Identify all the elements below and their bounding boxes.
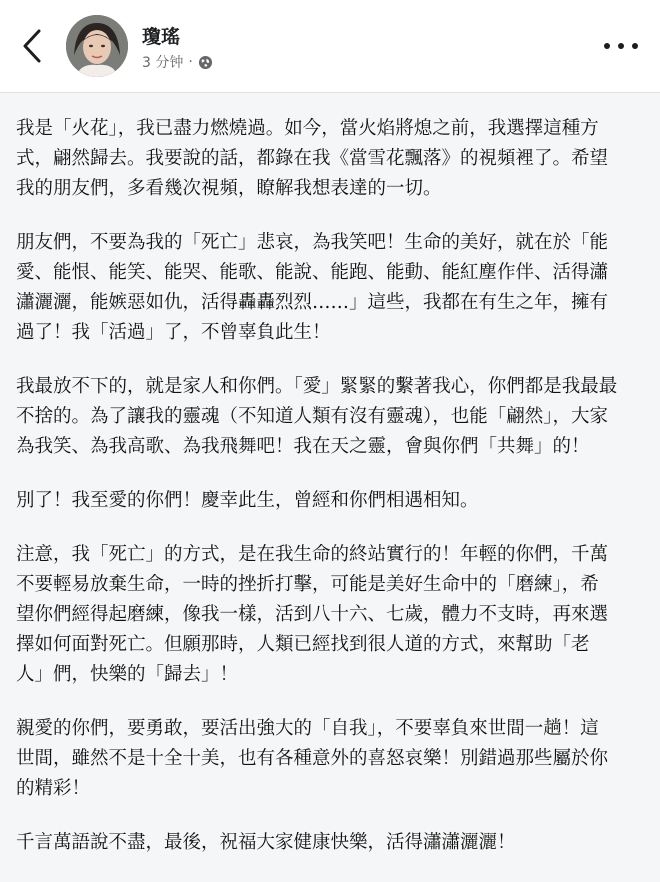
more-options-button[interactable] <box>604 36 638 56</box>
back-button[interactable] <box>14 26 50 66</box>
post-time[interactable]: 3 分钟 <box>142 55 184 71</box>
author-name[interactable]: 瓊瑤 <box>142 26 181 48</box>
post-header <box>0 0 660 93</box>
post-meta <box>142 52 213 72</box>
more-dot <box>632 43 638 49</box>
more-dot <box>618 43 624 49</box>
post-paragraph: 注意，我「死亡」的方式，是在我生命的終站實行的！年輕的你們，千萬 不要輕易放棄生命，一時的挫折打擊，可能是美好生命中的「磨練」，希 望你們經得起磨練，像我一樣，活到八十六、七歲，體力不支時，再來選 擇如何面對死亡。但願那時，人類已經找到很人道的方式，來幫助「老 人」們，快樂的「歸去」！ <box>16 544 609 685</box>
meta-separator: · <box>188 54 193 70</box>
post-paragraph: 朋友們，不要為我的「死亡」悲哀，為我笑吧！生命的美好，就在於「能 愛、能恨、能笑、能哭、能歌、能說、能跑、能動、能紅塵作伴、活得瀟 瀟灑灑，能嫉惡如仇，活得轟轟烈烈……」這些，我都在有生之年，擁有 過了！我「活過」了，不曾辜負此生！ <box>16 232 609 343</box>
post-paragraph: 我是「火花」，我已盡力燃燒過。如今，當火焰將熄之前，我選擇這種方 式，翩然歸去。我要說的話，都錄在我《當雪花飄落》的視頻裡了。希望 我的朋友們，多看幾次視頻，瞭解我想表達的一切。 <box>16 118 609 199</box>
more-dot <box>604 43 610 49</box>
avatar-portrait <box>66 15 128 77</box>
post-body <box>16 114 646 882</box>
globe-icon <box>198 55 213 70</box>
avatar[interactable] <box>66 15 128 77</box>
post-paragraph: 千言萬語說不盡，最後，祝福大家健康快樂，活得瀟瀟灑灑！ <box>16 832 516 853</box>
chevron-left-icon <box>21 28 43 64</box>
post-paragraph: 親愛的你們，要勇敢，要活出強大的「自我」，不要辜負來世間一趟！這 世間，雖然不是十全十美，也有各種意外的喜怒哀樂！別錯過那些屬於你 的精彩！ <box>16 718 609 799</box>
post-paragraph: 別了！我至愛的你們！慶幸此生，曾經和你們相遇相知。 <box>16 490 479 511</box>
post-paragraph: 我最放不下的，就是家人和你們。「愛」緊緊的繫著我心，你們都是我最最 不捨的。為了讓我的靈魂（不知道人類有沒有靈魂），也能「翩然」，大家 為我笑、為我高歌、為我飛舞吧！我在天之靈，會與你們「共舞」的！ <box>16 376 618 457</box>
